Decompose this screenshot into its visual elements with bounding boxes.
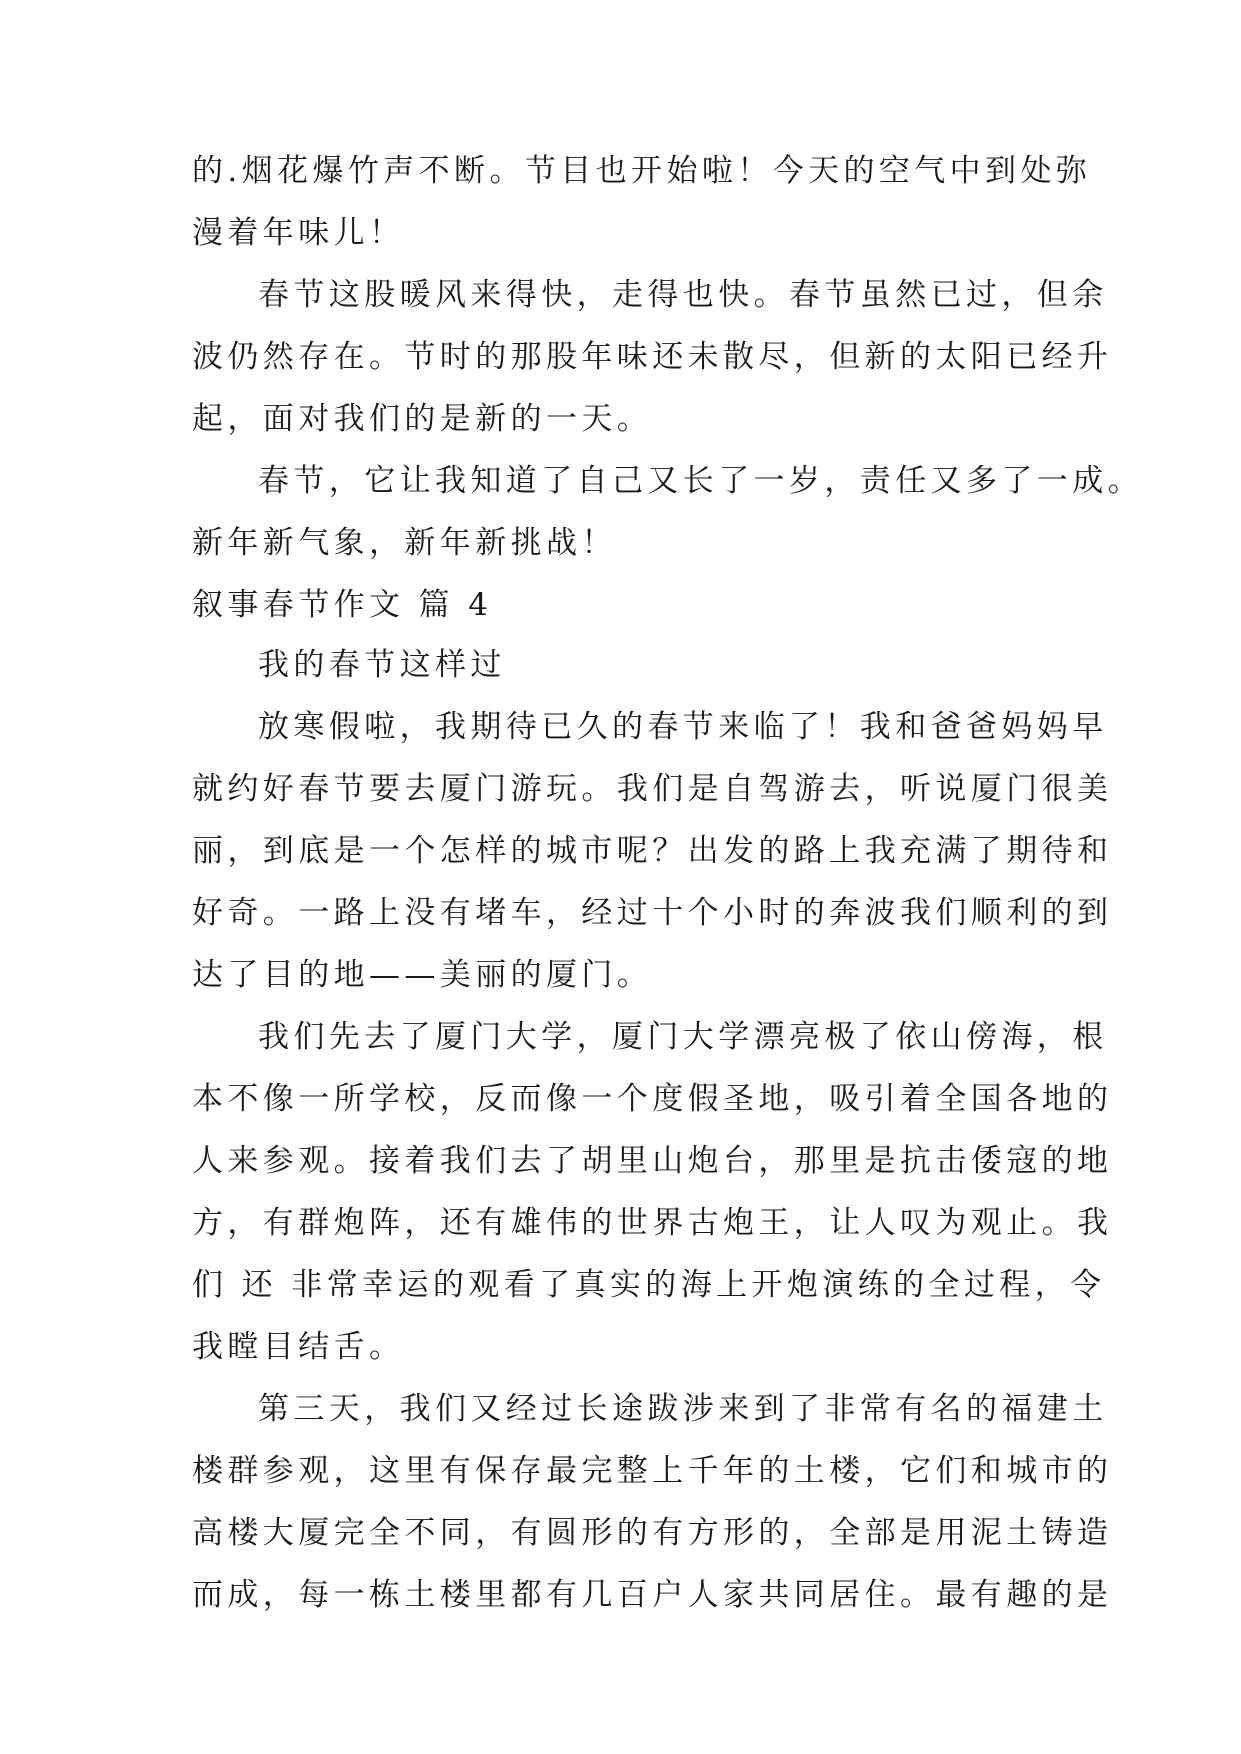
paragraph-line: 们 还 非常幸运的观看了真实的海上开炮演练的全过程，令 <box>192 1267 1106 1303</box>
section-heading: 叙事春节作文 篇 4 <box>192 587 493 623</box>
paragraph-line: 漫着年味儿！ <box>192 215 405 251</box>
paragraph-line: 的.烟花爆竹声不断。节目也开始啦！今天的空气中到处弥 <box>192 153 1092 189</box>
essay-title: 我的春节这样过 <box>258 647 506 683</box>
paragraph-line: 我们先去了厦门大学，厦门大学漂亮极了依山傍海，根 <box>258 1019 1108 1055</box>
paragraph-line: 第三天，我们又经过长途跋涉来到了非常有名的福建土 <box>258 1391 1108 1427</box>
paragraph-line: 楼群参观，这里有保存最完整上千年的土楼，它们和城市的 <box>192 1453 1113 1489</box>
paragraph-line: 新年新气象，新年新挑战！ <box>192 525 617 561</box>
paragraph-line: 而成，每一栋土楼里都有几百户人家共同居住。最有趣的是 <box>192 1577 1113 1613</box>
paragraph-line: 丽，到底是一个怎样的城市呢？出发的路上我充满了期待和 <box>192 833 1113 869</box>
paragraph-line: 放寒假啦，我期待已久的春节来临了！我和爸爸妈妈早 <box>258 709 1108 745</box>
paragraph-line: 本不像一所学校，反而像一个度假圣地，吸引着全国各地的 <box>192 1081 1113 1117</box>
paragraph-line: 我瞠目结舌。 <box>192 1329 405 1365</box>
paragraph-line: 就约好春节要去厦门游玩。我们是自驾游去，听说厦门很美 <box>192 771 1113 807</box>
paragraph-line: 高楼大厦完全不同，有圆形的有方形的，全部是用泥土铸造 <box>192 1515 1113 1551</box>
paragraph-line: 达了目的地——美丽的厦门。 <box>192 957 653 993</box>
paragraph-line: 方，有群炮阵，还有雄伟的世界古炮王，让人叹为观止。我 <box>192 1205 1113 1241</box>
paragraph-line: 春节这股暖风来得快，走得也快。春节虽然已过，但余 <box>258 277 1108 313</box>
paragraph-line: 人来参观。接着我们去了胡里山炮台，那里是抗击倭寇的地 <box>192 1143 1113 1179</box>
document-body <box>192 140 1143 1626</box>
paragraph-line: 波仍然存在。节时的那股年味还未散尽，但新的太阳已经升 <box>192 339 1113 375</box>
paragraph-line: 起，面对我们的是新的一天。 <box>192 401 653 437</box>
paragraph-line: 好奇。一路上没有堵车，经过十个小时的奔波我们顺利的到 <box>192 895 1113 931</box>
paragraph-line: 春节，它让我知道了自己又长了一岁，责任又多了一成。 <box>258 463 1143 499</box>
